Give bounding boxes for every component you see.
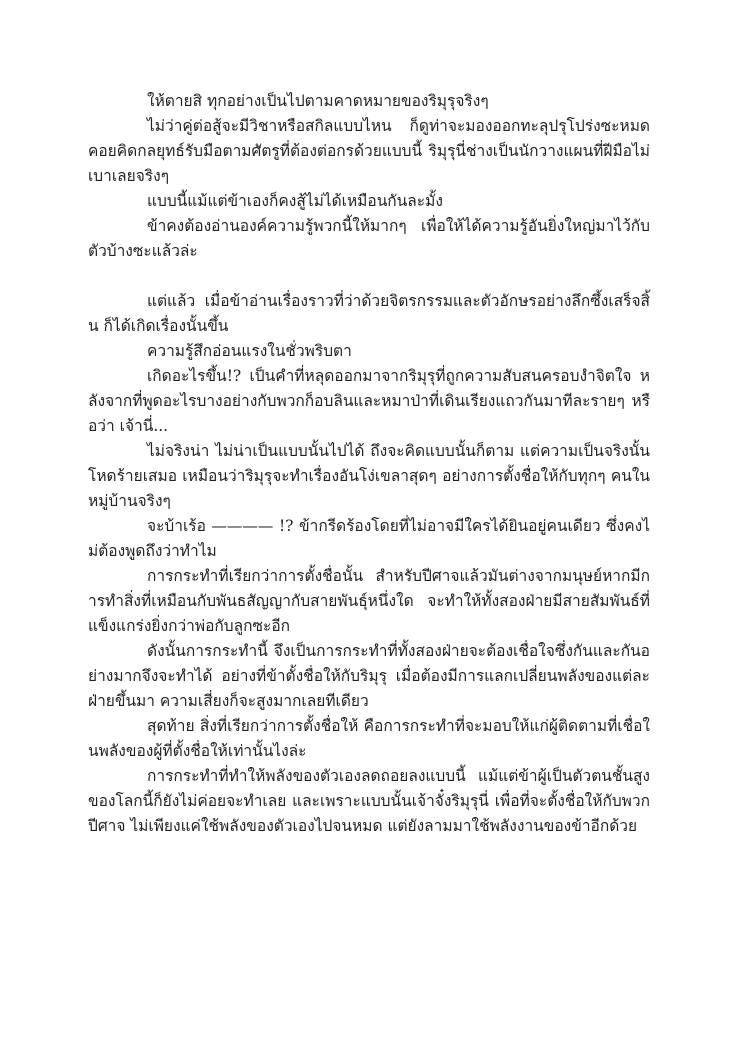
paragraph: สุดท้าย สิ่งที่เรียกว่าการตั้งชื่อให้ คือการกระทำที่จะมอบให้แก่ผู้ติดตามที่เชื่อในพลังของผู้ที่ตั้งชื่อให้เท่านั้นไงล่ะ (88, 717, 650, 760)
body-text (88, 89, 650, 839)
paragraph: การกระทำที่ทำให้พลังของตัวเองลดถอยลงแบบนี้ แม้แต่ข้าผู้เป็นตัวตนชั้นสูงของโลกนี้ก็ยังไม่ค่อยจะทำเลย และเพราะแบบนั้นเจ้าจั๋งริมุรุนี่ เพื่อที่จะตั้งชื่อให้กับพวกปีศาจ ไม่เพียงแค่ใช้พลังของตัวเองไปจนหมด แต่ยังลามมาใช้พลังงานของข้าอีกด้วย (88, 767, 650, 835)
paragraph: ให้ตายสิ ทุกอย่างเป็นไปตามคาดหมายของริมุรุจริงๆ (147, 92, 489, 110)
paragraph: เกิดอะไรขึ้น!? เป็นคำที่หลุดออกมาจากริมุรุที่ถูกความสับสนครอบงำจิตใจ หลังจากที่พูดอะไรบางอย่างกับพวกก็อบลินและหมาป่าที่เดินเรียงแถวกันมาทีละรายๆ หรือว่า เจ้านี่... (88, 367, 650, 435)
paragraph: แบบนี้แม้แต่ข้าเองก็คงสู้ไม่ได้เหมือนกันละมั้ง (147, 192, 443, 210)
paragraph: ข้าคงต้องอ่านองค์ความรู้พวกนี้ให้มากๆ เพื่อให้ได้ความรู้อันยิ่งใหญ่มาไว้กับตัวบ้างซะแล้วล่ะ (88, 217, 650, 260)
paragraph: จะบ้าเร้อ ———— !? ข้ากรีดร้องโดยที่ไม่อาจมีใครได้ยินอยู่คนเดียว ซึ่งคงไม่ต้องพูดถึงว่าทำไม (88, 517, 650, 560)
paragraph: ไม่ว่าคู่ต่อสู้จะมีวิชาหรือสกิลแบบไหน ก็ดูท่าจะมองออกทะลุปรุโปร่งซะหมด คอยคิดกลยุทธ์รับมือตามศัตรูที่ต้องต่อกรด้วยแบบนี้ ริมุรุนี่ช่างเป็นนักวางแผนที่ฝีมือไม่เบาเลยจริงๆ (88, 117, 650, 185)
paragraph: ความรู้สึกอ่อนแรงในชั่วพริบตา (147, 342, 352, 360)
paragraph: ดังนั้นการกระทำนี้ จึงเป็นการกระทำที่ทั้งสองฝ่ายจะต้องเชื่อใจซึ่งกันและกันอย่างมากจึงจะทำได้ อย่างที่ข้าตั้งชื่อให้กับริมุรุ เมื่อต้องมีการแลกเปลี่ยนพลังของแต่ละฝ่ายขึ้นมา ความเสี่ยงก็จะสูงมากเลยทีเดียว (88, 642, 650, 710)
paragraph: การกระทำที่เรียกว่าการตั้งชื่อนั้น สำหรับปีศาจแล้วมันต่างจากมนุษย์หากมีการทำสิ่งที่เหมือนกับพันธสัญญากับสายพันธุ์หนึ่งใด จะทำให้ทั้งสองฝ่ายมีสายสัมพันธ์ที่แข็งแกร่งยิ่งกว่าพ่อกับลูกซะอีก (88, 567, 650, 635)
paragraph: ไม่จริงน่า ไม่น่าเป็นแบบนั้นไปได้ ถึงจะคิดแบบนั้นก็ตาม แต่ความเป็นจริงนั้นโหดร้ายเสมอ เหมือนว่าริมุรุจะทำเรื่องอันโง่เขลาสุดๆ อย่างการตั้งชื่อให้กับทุกๆ คนในหมู่บ้านจริงๆ (88, 442, 650, 510)
paragraph: แต่แล้ว เมื่อข้าอ่านเรื่องราวที่ว่าด้วยจิตรกรรมและตัวอักษรอย่างลึกซึ้งเสร็จสิ้น ก็ได้เกิดเรื่องนั้นขึ้น (88, 292, 650, 335)
